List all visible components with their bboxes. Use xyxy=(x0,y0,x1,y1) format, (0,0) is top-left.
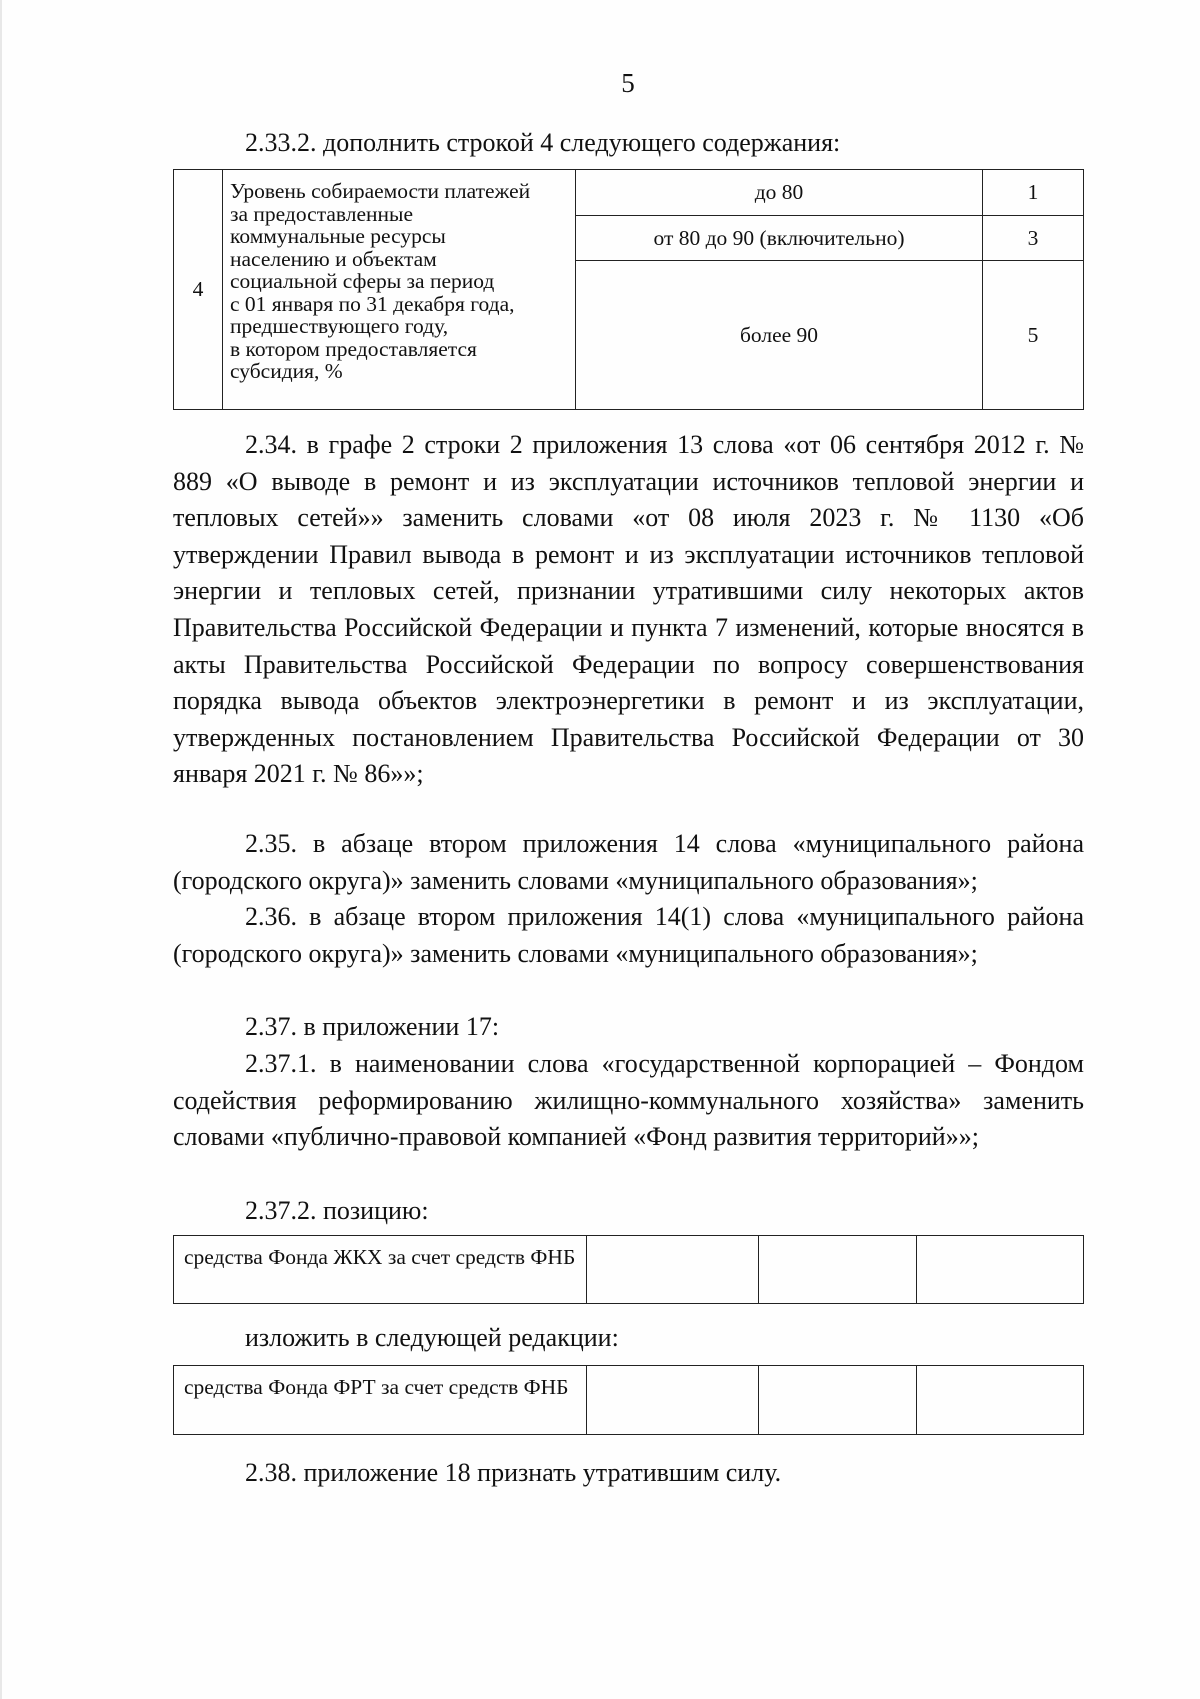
range-cell: от 80 до 90 (включительно) xyxy=(576,216,983,261)
description-line: населению и объектам xyxy=(230,246,437,271)
description-line: социальной сферы за период xyxy=(230,269,495,293)
description-line: коммунальные ресурсы xyxy=(230,224,446,248)
replace-label: изложить в следующей редакции: xyxy=(245,1323,619,1352)
empty-cell xyxy=(917,1366,1084,1435)
paragraph-2-36: 2.36. в абзаце втором приложения 14(1) слова «муниципального района (городского округа)» заменить словами «муниципального образования»; xyxy=(173,902,1084,968)
paragraph-2-37-1: 2.37.1. в наименовании слова «государственной корпорацией – Фондом содействия реформированию жилищно-коммунального хозяйства» заменить словами «публично-правовой компанией «Фонд развития территорий»»; xyxy=(173,1049,1084,1152)
score-cell: 3 xyxy=(983,216,1084,261)
score-cell: 5 xyxy=(983,261,1084,410)
new-position-table xyxy=(173,1365,1084,1435)
new-position-text: средства Фонда ФРТ за счет средств ФНБ xyxy=(184,1375,569,1399)
description-line: субсидия, % xyxy=(230,359,343,383)
empty-cell xyxy=(587,1236,759,1304)
position-name-cell xyxy=(174,1236,587,1304)
section-heading-2-33-2: 2.33.2. дополнить строкой 4 следующего содержания: xyxy=(245,128,841,157)
empty-cell xyxy=(917,1236,1084,1304)
paragraph-2-37: 2.37. в приложении 17: xyxy=(245,1012,500,1041)
description-line: в котором предоставляется xyxy=(230,336,477,361)
paragraph-2-35: 2.35. в абзаце втором приложения 14 слова «муниципального района (городского округа)» заменить словами «муниципального образования»; xyxy=(173,829,1084,895)
description-line: предшествующего году, xyxy=(230,314,449,338)
description-line: с 01 января по 31 декабря года, xyxy=(230,291,515,316)
old-position-text: средства Фонда ЖКХ за счет средств ФНБ xyxy=(184,1245,576,1269)
empty-cell xyxy=(759,1366,917,1435)
paragraph-2-37-2: 2.37.2. позицию: xyxy=(245,1196,429,1225)
criteria-description-cell xyxy=(223,170,576,410)
paragraph-2-34: 2.34. в графе 2 строки 2 приложения 13 слова «от 06 сентября 2012 г. № 889 «О выводе в ремонт и из эксплуатации источников тепловой энергии и тепловых сетей»» заменить словами «от 08 июля 2023 г. № 1130 «Об утверждении Правил вывода в ремонт и из эксплуатации источников тепловой энергии и тепловых сетей, признании утратившими силу некоторых актов Правительства Российской Федерации и пункта 7 изменений, которые вносятся в акты Правительства Российской Федерации по вопросу совершенствования порядка вывода объектов электроэнергетики в ремонт и из эксплуатации, утвержденных постановлением Правительства Российской Федерации от 30 января 2021 г. № 86»»; xyxy=(173,430,1084,789)
empty-cell xyxy=(587,1366,759,1435)
range-cell: более 90 xyxy=(576,261,983,410)
empty-cell xyxy=(759,1236,917,1304)
criteria-table xyxy=(173,169,1084,410)
description-line: Уровень собираемости платежей xyxy=(230,179,531,203)
score-cell: 1 xyxy=(983,170,1084,216)
position-name-cell xyxy=(174,1366,587,1435)
old-position-table xyxy=(173,1235,1084,1304)
paragraph-2-38: 2.38. приложение 18 признать утратившим силу. xyxy=(245,1458,782,1487)
description-line: за предоставленные xyxy=(230,201,414,226)
page-number: 5 xyxy=(621,68,635,98)
row-number-cell: 4 xyxy=(174,170,223,410)
range-cell: до 80 xyxy=(576,170,983,216)
